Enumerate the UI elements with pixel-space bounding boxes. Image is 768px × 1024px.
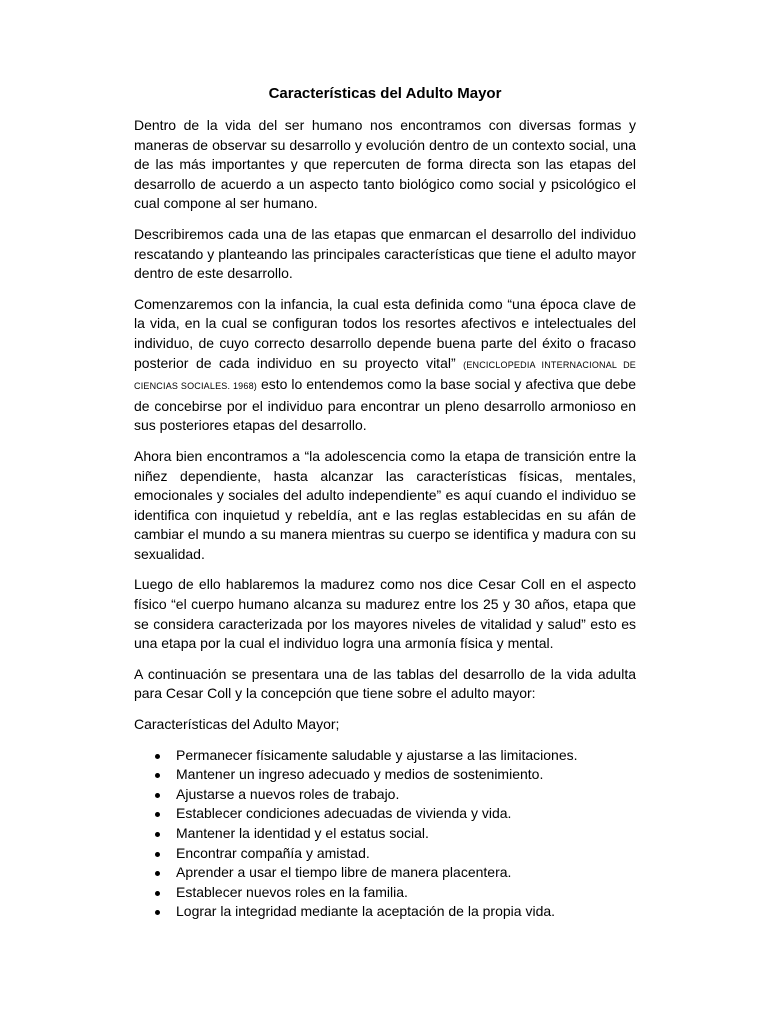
bullet-icon <box>155 852 160 857</box>
paragraph-describe: Describiremos cada una de las etapas que enmarcan el desarrollo del individuo rescatando y planteando las principales características que tiene el adulto mayor dentro de este desarrollo. <box>134 225 636 282</box>
paragraph-maturity: Luego de ello hablaremos la madurez como nos dice Cesar Coll en el aspecto físico “el cuerpo humano alcanza su madurez entre los 25 y 30 años, etapa que se considera caracterizada por los mayores niveles de vitalidad y salud” esto es una etapa por la cual el individuo logra una armonía física y mental. <box>134 576 636 652</box>
bullet-icon <box>155 891 160 896</box>
list-item-text: Ajustarse a nuevos roles de trabajo. <box>176 785 400 802</box>
bullet-icon <box>155 812 160 817</box>
paragraph-infancy-quote: Comenzaremos con la infancia, la cual esta definida como “una época clave de la vida, en la cual se configuran todos los resortes afectivos e intelectuales del individuo, de cuyo correcto desarrollo depende buena parte del éxito o fracaso posterior de cada individuo en su proyecto vital” <box>134 295 636 371</box>
bullet-icon <box>155 773 160 778</box>
bullet-icon <box>155 832 160 837</box>
document-page <box>134 84 636 922</box>
list-item <box>134 844 636 864</box>
bullet-icon <box>155 754 160 759</box>
paragraph-intro: Dentro de la vida del ser humano nos encontramos con diversas formas y maneras de observar su desarrollo y evolución dentro de un contexto social, una de las más importantes y que repercuten de forma directa son las etapas del desarrollo de acuerdo a un aspecto tanto biológico como social y psicológico el cual compone al ser humano. <box>134 117 636 212</box>
list-item-text: Establecer nuevos roles en la familia. <box>176 883 408 900</box>
bullet-icon <box>155 871 160 876</box>
list-item-text: Establecer condiciones adecuadas de vivienda y vida. <box>176 805 512 822</box>
list-item <box>134 804 636 824</box>
list-item <box>134 902 636 922</box>
bullet-icon <box>155 793 160 798</box>
citation: (ENCICLOPEDIA INTERNACIONAL DE CIENCIAS SOCIALES. 1968) <box>134 359 637 392</box>
list-item-text: Aprender a usar el tiempo libre de manera placentera. <box>176 864 512 881</box>
list-item <box>134 785 636 805</box>
list-heading: Características del Adulto Mayor; <box>134 716 340 733</box>
document-title: Características del Adulto Mayor <box>268 85 502 102</box>
list-item <box>134 863 636 883</box>
list-item-text: Mantener la identidad y el estatus social. <box>176 825 429 841</box>
paragraph-adolescence: Ahora bien encontramos a “la adolescencia como la etapa de transición entre la niñez dependiente, hasta alcanzar las características físicas, mentales, emocionales y sociales del adulto independiente” es aquí cuando el individuo se identifica con inquietud y rebeldía, ant e las reglas establecidas en su afán de cambiar el mundo a su manera mientras su cuerpo se identifica y madura con su sexualidad. <box>134 447 636 562</box>
bullet-icon <box>155 910 160 915</box>
paragraph-infancy-rest: esto lo entendemos como la base social y afectiva que debe de concebirse por el individuo para encontrar un pleno desarrollo armonioso en sus posteriores etapas del desarrollo. <box>134 376 637 434</box>
list-item <box>134 824 636 844</box>
paragraph-table-intro: A continuación se presentara una de las tablas del desarrollo de la vida adulta para Cesar Coll y la concepción que tiene sobre el adulto mayor: <box>134 665 636 702</box>
list-item <box>134 746 636 766</box>
list-item <box>134 765 636 785</box>
list-item-text: Mantener un ingreso adecuado y medios de sostenimiento. <box>176 766 544 783</box>
list-item-text: Permanecer físicamente saludable y ajustarse a las limitaciones. <box>176 746 578 763</box>
list-item-text: Lograr la integridad mediante la aceptación de la propia vida. <box>176 903 556 920</box>
list-item <box>134 883 636 903</box>
list-item-text: Encontrar compañía y amistad. <box>176 844 370 861</box>
characteristics-list <box>134 746 636 922</box>
paragraph-infancy <box>134 295 636 436</box>
